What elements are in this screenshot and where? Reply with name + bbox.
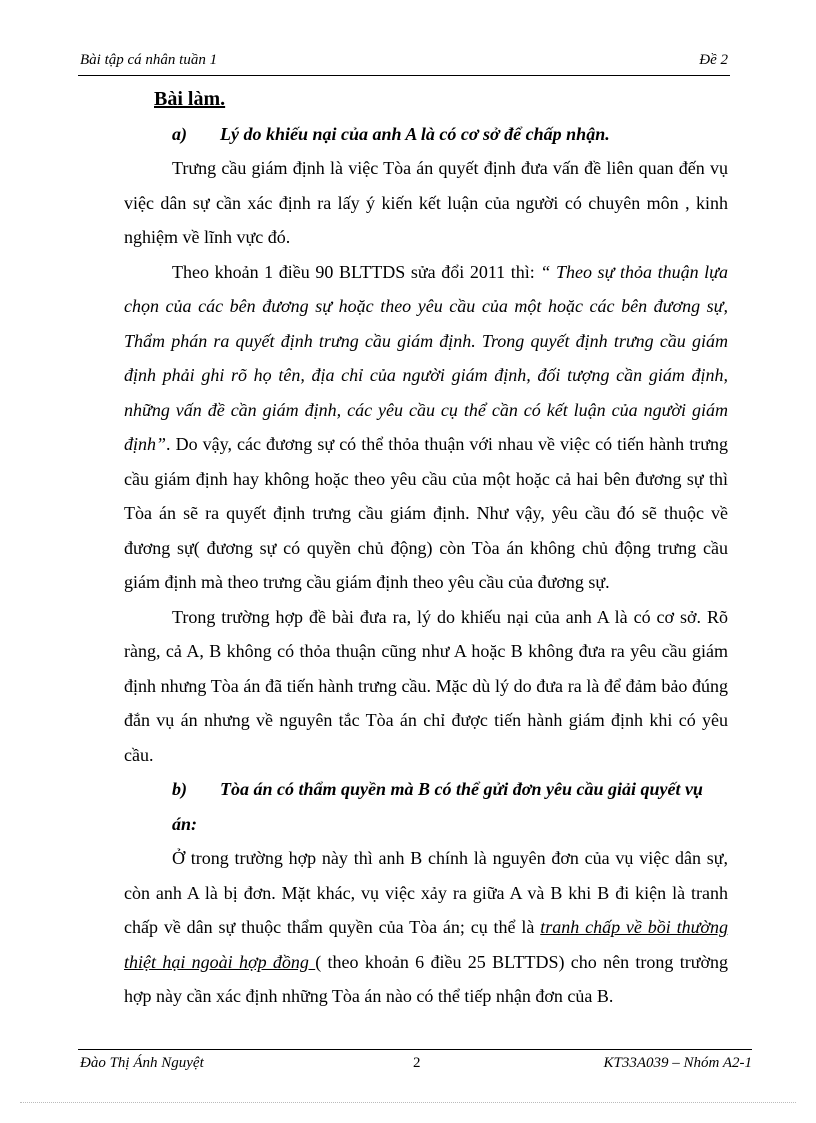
section-b-number: b) [172, 779, 187, 799]
section-a-number: a) [172, 123, 187, 144]
dispute-type-link: tranh chấp về bồi thường thiệt hại ngoài hợp đồng [124, 917, 728, 972]
section-a-heading [172, 117, 728, 152]
section-b-heading-text: Tòa án có thẩm quyền mà B có thể gửi đơn yêu cầu giải quyết vụ án: [172, 779, 703, 834]
legal-quote: “ Theo sự thỏa thuận lựa chọn của các bên đương sự hoặc theo yêu cầu của một hoặc các bên đương sự, Thẩm phán ra quyết định trưng cầu giám định. Trong quyết định trưng cầu giám định phải ghi rõ họ tên, địa chỉ của người giám định, đối tượng cần giám định, những vấn đề cần giám định, các yêu cầu cụ thể cần có kết luận của người giám định” [124, 261, 728, 454]
paragraph-b-end: ( theo khoản 6 điều 25 BLTTDS) cho nên trong trường hợp này cần xác định những Tòa án nào có thể tiếp nhận đơn của B. [124, 951, 728, 1006]
paragraph-2-intro: Theo khoản 1 điều 90 BLTTDS sửa đổi 2011 thì: [172, 261, 541, 282]
header-divider [78, 75, 730, 76]
section-a-heading-text: Lý do khiếu nại của anh A là có cơ sở để chấp nhận. [220, 123, 610, 144]
header-course-label: Bài tập cá nhân tuần 1 [80, 52, 218, 68]
page-footer [80, 1055, 752, 1075]
page-number: 2 [413, 1055, 421, 1071]
document-title: Bài làm. [154, 88, 226, 110]
section-b-paragraph-1 [124, 841, 728, 1014]
paragraph-b-intro: Ở trong trường hợp này thì anh B chính là nguyên đơn của vụ việc dân sự, còn anh A là bị đơn. Mặt khác, vụ việc xảy ra giữa A và B khi B đi kiện là tranh chấp về dân sự thuộc thẩm quyền của Tòa án; cụ thể là [124, 848, 728, 937]
section-b-heading [172, 772, 728, 841]
page-break-line [20, 1102, 796, 1103]
footer-class-code: KT33A039 – Nhóm A2-1 [603, 1055, 752, 1071]
paragraph-2-analysis: . Do vậy, các đương sự có thể thỏa thuận với nhau về việc có tiến hành trưng cầu giám định hay không hoặc theo yêu cầu của một hoặc cả hai bên đương sự thì Tòa án sẽ ra quyết định trưng cầu giám định. Như vậy, yêu cầu đó sẽ thuộc về đương sự( đương sự có quyền chủ động) còn Tòa án không chủ động trưng cầu giám định mà theo trưng cầu giám định theo yêu cầu của đương sự. [124, 434, 728, 592]
footer-author: Đào Thị Ánh Nguyệt [80, 1055, 204, 1071]
section-a-paragraph-3: Trong trường hợp đề bài đưa ra, lý do khiếu nại của anh A là có cơ sở. Rõ ràng, cả A, B không có thỏa thuận cũng như A hoặc B không đưa ra yêu cầu giám định nhưng Tòa án đã tiến hành trưng cầu. Mặc dù lý do đưa ra là để đảm bảo đúng đắn vụ án nhưng về nguyên tắc Tòa án chỉ được tiến hành giám định khi có yêu cầu. [124, 606, 728, 765]
header-topic-label: Đề 2 [699, 52, 728, 68]
section-a-paragraph-1: Trưng cầu giám định là việc Tòa án quyết định đưa vấn đề liên quan đến vụ việc dân sự cần xác định ra lấy ý kiến kết luận của người có chuyên môn , kinh nghiệm về lĩnh vực đó. [124, 158, 728, 247]
document-body [124, 82, 728, 1014]
page-header [80, 52, 728, 72]
footer-divider [78, 1049, 752, 1050]
section-a-paragraph-2 [124, 255, 728, 600]
